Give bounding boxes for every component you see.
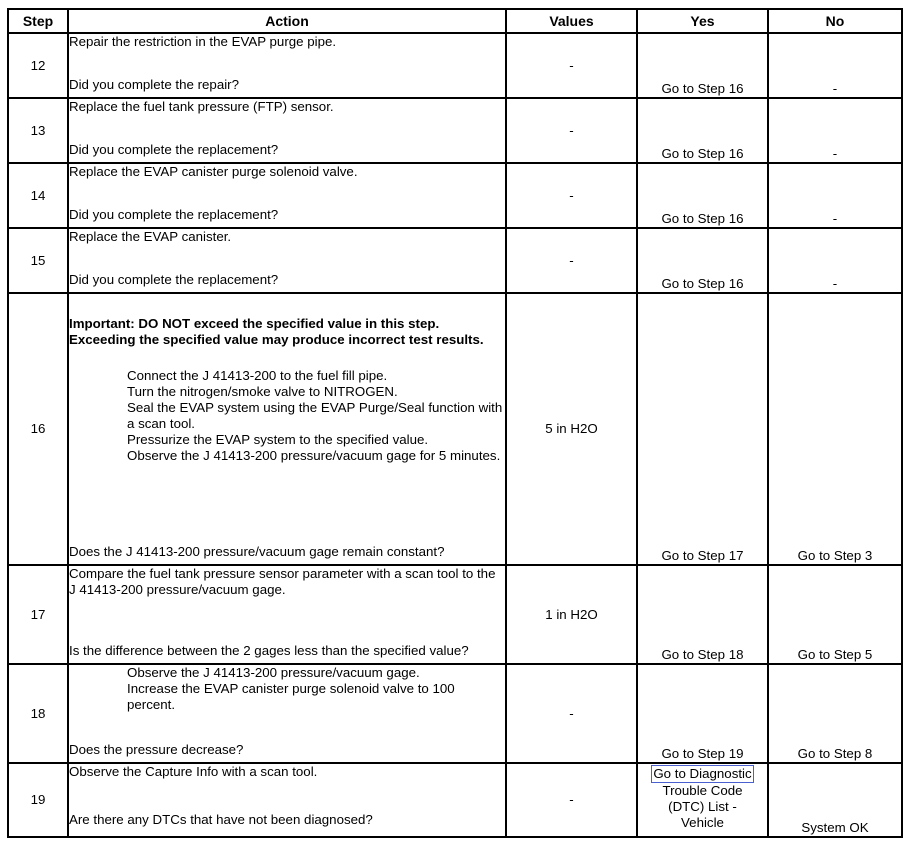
step-number: 15 [8, 228, 68, 293]
no-cell: - [768, 228, 902, 293]
action-text: Repair the restriction in the EVAP purge pipe. [69, 34, 337, 49]
instruction-item: Connect the J 41413-200 to the fuel fill pipe. [127, 368, 388, 383]
values-cell: - [506, 763, 637, 837]
action-question: Is the difference between the 2 gages less than the specified value? [69, 643, 469, 658]
values-cell: 1 in H2O [506, 565, 637, 664]
table-row [8, 565, 902, 664]
table-row [8, 763, 902, 837]
no-cell: Go to Step 8 [768, 664, 902, 763]
yes-cell: Go to Step 18 [637, 565, 768, 664]
action-cell [68, 763, 506, 837]
instruction-item: Seal the EVAP system using the EVAP Purge/Seal function with a scan tool. [127, 400, 503, 431]
action-question: Did you complete the replacement? [69, 272, 279, 287]
action-question: Are there any DTCs that have not been diagnosed? [69, 812, 373, 827]
action-cell [68, 228, 506, 293]
instruction-item: Observe the J 41413-200 pressure/vacuum gage. [127, 665, 420, 680]
step-number: 19 [8, 763, 68, 837]
no-cell: - [768, 163, 902, 228]
table-row [8, 33, 902, 98]
header-no: No [768, 9, 902, 33]
step-number: 12 [8, 33, 68, 98]
header-yes: Yes [637, 9, 768, 33]
no-cell: Go to Step 5 [768, 565, 902, 664]
step-number: 16 [8, 293, 68, 565]
instruction-list [69, 368, 505, 464]
yes-cell-text: Trouble Code (DTC) List - Vehicle [662, 783, 743, 830]
action-text: Replace the EVAP canister. [69, 229, 232, 244]
step-number: 13 [8, 98, 68, 163]
action-question: Did you complete the replacement? [69, 142, 279, 157]
diagnostic-steps-table [7, 8, 903, 838]
table-row [8, 664, 902, 763]
action-text: Replace the fuel tank pressure (FTP) sensor. [69, 99, 334, 114]
table-row [8, 228, 902, 293]
instruction-item: Observe the J 41413-200 pressure/vacuum gage for 5 minutes. [127, 448, 501, 463]
header-row [8, 9, 902, 33]
action-question: Does the J 41413-200 pressure/vacuum gage remain constant? [69, 544, 445, 559]
table-row [8, 163, 902, 228]
action-question: Did you complete the repair? [69, 77, 239, 92]
yes-cell: Go to Step 16 [637, 33, 768, 98]
action-text: Replace the EVAP canister purge solenoid valve. [69, 164, 358, 179]
header-action: Action [68, 9, 506, 33]
values-cell: 5 in H2O [506, 293, 637, 565]
dtc-list-link[interactable]: Go to Diagnostic [653, 766, 752, 781]
action-cell [68, 293, 506, 565]
yes-cell: Go to Step 16 [637, 228, 768, 293]
values-cell: - [506, 163, 637, 228]
no-cell: - [768, 33, 902, 98]
values-cell: - [506, 33, 637, 98]
instruction-item: Pressurize the EVAP system to the specified value. [127, 432, 429, 447]
action-cell [68, 565, 506, 664]
action-question: Does the pressure decrease? [69, 742, 244, 757]
instruction-item: Increase the EVAP canister purge solenoid valve to 100 percent. [127, 681, 455, 712]
important-note: Important: DO NOT exceed the specified value in this step. Exceeding the specified value may produce incorrect test results. [69, 316, 484, 347]
no-cell: System OK [768, 763, 902, 837]
step-number: 17 [8, 565, 68, 664]
no-cell: - [768, 98, 902, 163]
action-cell [68, 98, 506, 163]
yes-cell: Go to Step 17 [637, 293, 768, 565]
table-row [8, 98, 902, 163]
step-number: 14 [8, 163, 68, 228]
action-cell [68, 33, 506, 98]
yes-cell: Go to Step 19 [637, 664, 768, 763]
yes-cell: Go to Step 16 [637, 163, 768, 228]
no-cell: Go to Step 3 [768, 293, 902, 565]
action-cell [68, 664, 506, 763]
instruction-item: Turn the nitrogen/smoke valve to NITROGEN. [127, 384, 398, 399]
action-text: Observe the Capture Info with a scan tool. [69, 764, 318, 779]
action-text: Compare the fuel tank pressure sensor parameter with a scan tool to the J 41413-200 pressure/vacuum gage. [69, 566, 496, 597]
values-cell: - [506, 664, 637, 763]
yes-cell [637, 763, 768, 837]
header-step: Step [8, 9, 68, 33]
action-question: Did you complete the replacement? [69, 207, 279, 222]
step-number: 18 [8, 664, 68, 763]
action-cell [68, 163, 506, 228]
instruction-list [69, 665, 505, 713]
header-values: Values [506, 9, 637, 33]
values-cell: - [506, 98, 637, 163]
values-cell: - [506, 228, 637, 293]
yes-cell: Go to Step 16 [637, 98, 768, 163]
table-row [8, 293, 902, 565]
